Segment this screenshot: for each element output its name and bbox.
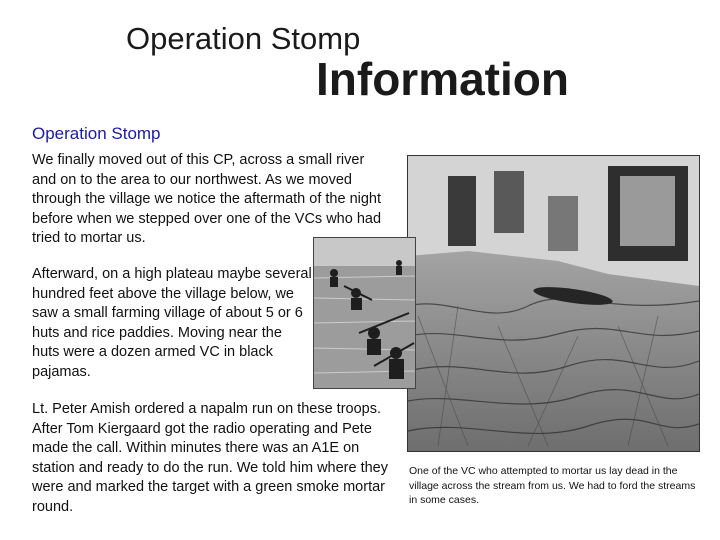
section-subheading: Operation Stomp [32,124,161,143]
title-line-2: Information [316,53,569,105]
title-line-1: Operation Stomp [126,21,361,56]
paragraph-1: We finally moved out of this CP, across a small river and on to the area to our northwest. As we moved through the village we notice the aftermath of the night before when we stepped over one of the VCs who had tried to mortar us. [32,152,382,246]
photo-caption: One of the VC who attempted to mortar us lay dead in the village across the stream from us. We had to ford the streams in some cases. [409,465,696,506]
paragraph-2: Afterward, on a high plateau maybe several hundred feet above the village below, we saw a small farming village of about 5 or 6 huts and rice paddies. Moving near the huts were a dozen armed VC in black pajamas. [32,266,312,380]
village-photo [407,155,700,452]
paragraph-3: Lt. Peter Amish ordered a napalm run on these troops. After Tom Kiergaard got the radio operating and Pete made the call. Within minutes there was an A1E on station and ready to do the run. We told him where they were and marked the target with a green smoke mortar round. [32,401,388,515]
stream-crossing-photo [313,237,416,389]
